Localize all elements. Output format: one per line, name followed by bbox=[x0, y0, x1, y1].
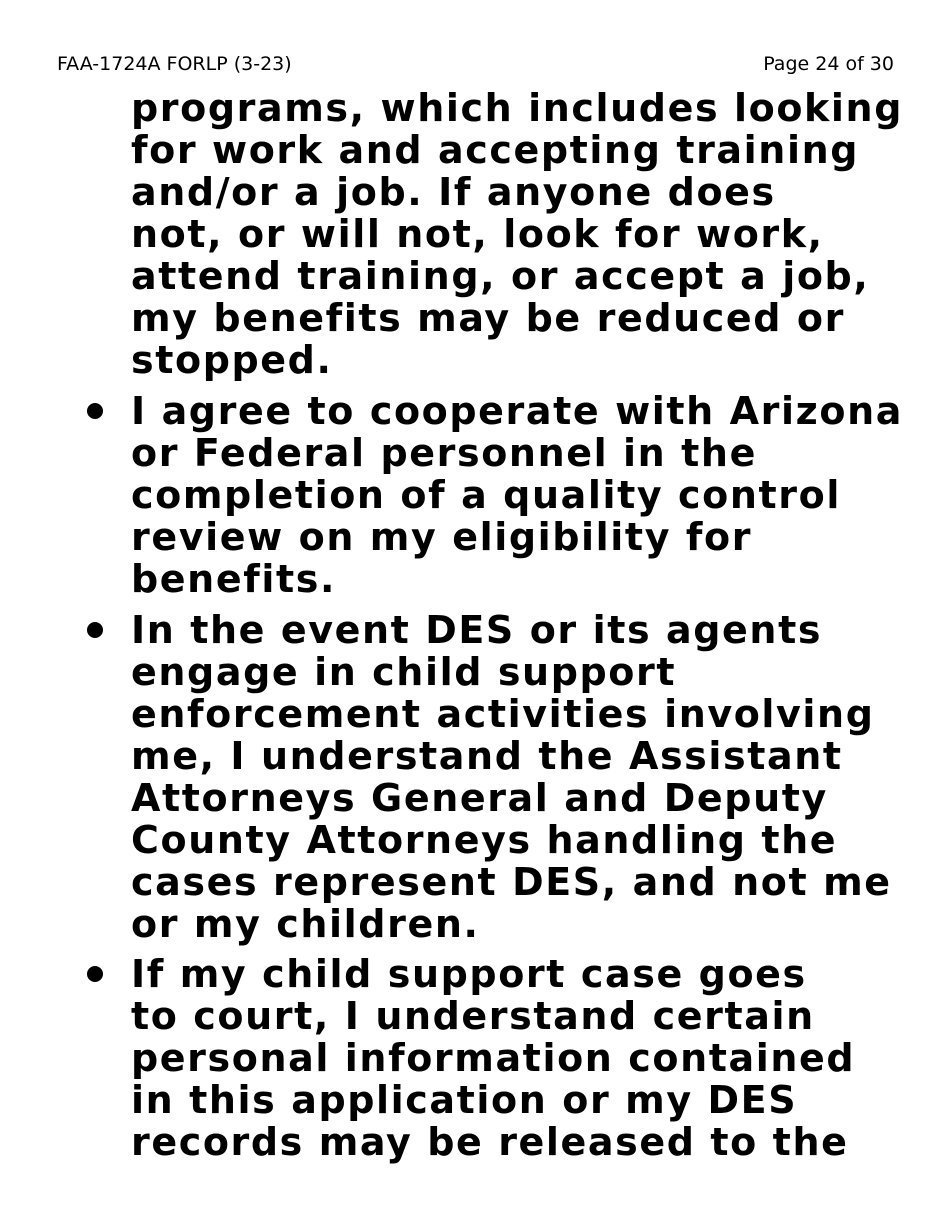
bullet-1-line: or Federal personnel in the bbox=[131, 431, 757, 475]
bullet-3-line: records may be released to the bbox=[131, 1120, 849, 1164]
form-id: FAA-1724A FORLP (3-23) bbox=[57, 53, 292, 75]
continuation-line: my benefits may be reduced or bbox=[131, 296, 845, 340]
bullet-2-line: County Attorneys handling the bbox=[131, 818, 838, 862]
continuation-line: stopped. bbox=[131, 338, 333, 382]
bullet-2-line: me, I understand the Assistant bbox=[131, 734, 843, 778]
bullet-2-line: engage in child support bbox=[131, 650, 677, 694]
continuation-line: for work and accepting training bbox=[131, 128, 860, 172]
bullet-1-line: completion of a quality control bbox=[131, 473, 841, 517]
bullet-icon bbox=[84, 953, 106, 995]
page-number: Page 24 of 30 bbox=[763, 53, 894, 75]
bullet-2-line: Attorneys General and Deputy bbox=[131, 776, 828, 820]
bullet-2-line: or my children. bbox=[131, 902, 480, 946]
bullet-1-line: I agree to cooperate with Arizona bbox=[131, 389, 903, 433]
bullet-2-line: cases represent DES, and not me bbox=[131, 860, 892, 904]
bullet-3-line: to court, I understand certain bbox=[131, 994, 815, 1038]
continuation-line: attend training, or accept a job, bbox=[131, 254, 870, 298]
bullet-3-line: personal information contained bbox=[131, 1036, 856, 1080]
bullet-3-line: in this application or my DES bbox=[131, 1078, 798, 1122]
bullet-icon bbox=[84, 390, 106, 432]
bullet-icon bbox=[84, 609, 106, 651]
continuation-line: programs, which includes looking bbox=[131, 86, 903, 130]
bullet-1-line: benefits. bbox=[131, 557, 336, 601]
continuation-line: not, or will not, look for work, bbox=[131, 212, 824, 256]
bullet-2-line: enforcement activities involving bbox=[131, 692, 875, 736]
bullet-1-line: review on my eligibility for bbox=[131, 515, 753, 559]
continuation-line: and/or a job. If anyone does bbox=[131, 170, 776, 214]
bullet-3-line: If my child support case goes bbox=[131, 952, 807, 996]
bullet-2-line: In the event DES or its agents bbox=[131, 608, 823, 652]
